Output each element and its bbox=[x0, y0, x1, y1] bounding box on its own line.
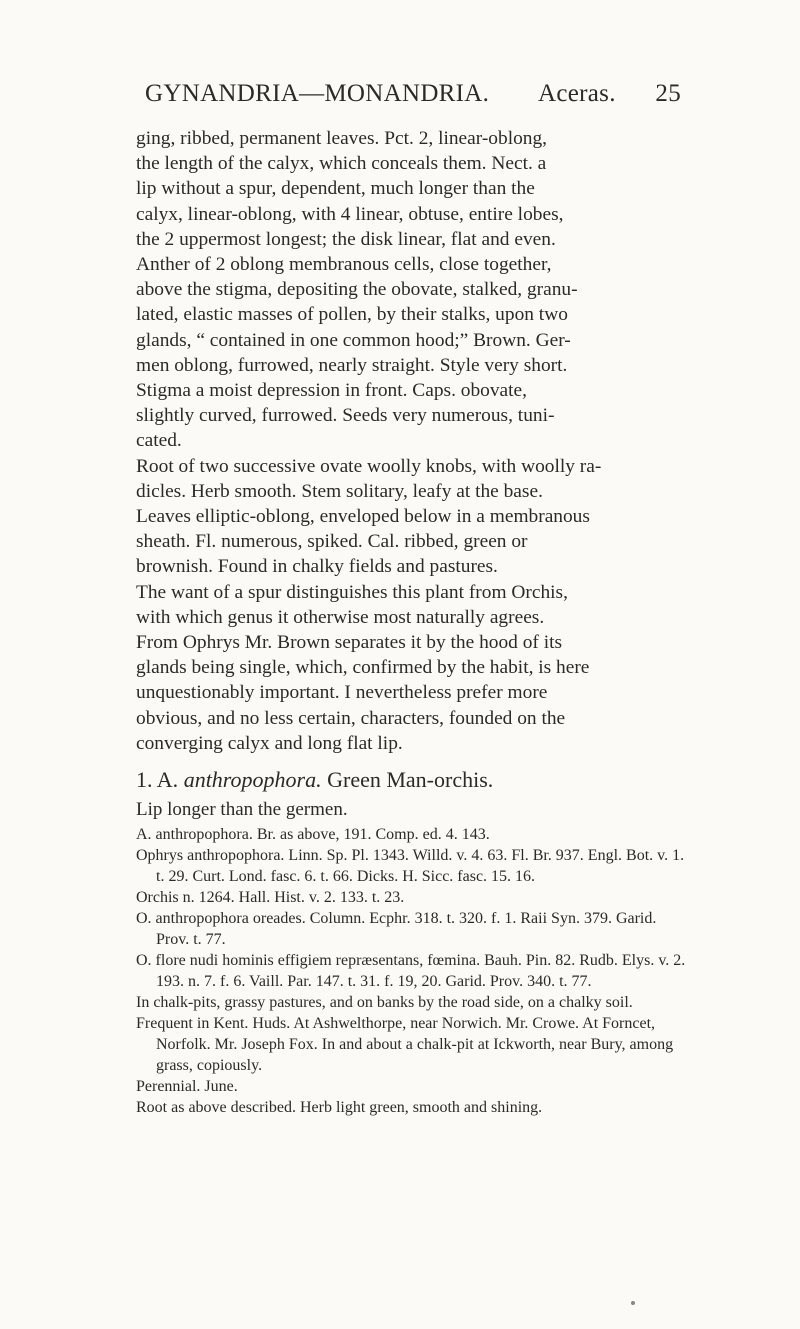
text-line: the length of the calyx, which conceals them. Nect. a bbox=[136, 153, 547, 175]
header-genus: Aceras. bbox=[538, 80, 616, 107]
habitat-entry: Perennial. June. bbox=[136, 1078, 238, 1096]
text-line: The want of a spur distinguishes this plant from Orchis, bbox=[136, 581, 568, 603]
generic-description bbox=[136, 126, 692, 454]
text-line: brownish. Found in chalky fields and pastures. bbox=[136, 556, 498, 578]
synonym-entry: A. anthropophora. Br. as above, 191. Comp. ed. 4. 143. bbox=[136, 826, 490, 844]
synonym-entry: O. anthropophora oreades. Column. Ecphr. 318. t. 320. f. 1. Raii Syn. 379. Garid. Prov. t. 77. bbox=[136, 910, 657, 949]
text-line: the 2 uppermost longest; the disk linear, flat and even. bbox=[136, 228, 556, 250]
text-line: slightly curved, furrowed. Seeds very numerous, tuni- bbox=[136, 405, 555, 427]
text-line: Stigma a moist depression in front. Caps. obovate, bbox=[136, 380, 527, 402]
text-line: sheath. Fl. numerous, spiked. Cal. ribbed, green or bbox=[136, 531, 528, 553]
text-line: Leaves elliptic-oblong, enveloped below in a membranous bbox=[136, 506, 590, 528]
text-line: obvious, and no less certain, characters, founded on the bbox=[136, 707, 566, 729]
text-line: dicles. Herb smooth. Stem solitary, leafy at the base. bbox=[136, 480, 543, 502]
synonymy bbox=[136, 824, 692, 1118]
text-line: ging, ribbed, permanent leaves. Pct. 2, linear-oblong, bbox=[136, 128, 548, 149]
species-diagnosis: Lip longer than the germen. bbox=[136, 799, 348, 821]
text-line: above the stigma, depositing the obovate, stalked, granu- bbox=[136, 279, 578, 301]
text-line: calyx, linear-oblong, with 4 linear, obtuse, entire lobes, bbox=[136, 203, 564, 225]
text-line: men oblong, furrowed, nearly straight. Style very short. bbox=[136, 354, 568, 376]
text-line: From Ophrys Mr. Brown separates it by the hood of its bbox=[136, 632, 563, 654]
species-common-name: Green Man-orchis. bbox=[327, 767, 494, 793]
synonym-entry: Orchis n. 1264. Hall. Hist. v. 2. 133. t. 23. bbox=[136, 889, 405, 907]
habitat-entry: Frequent in Kent. Huds. At Ashwelthorpe, near Norwich. Mr. Crowe. At Forncet, Norfolk. Mr. Joseph Fox. In and about a chalk-pit at Ickworth, near Bury, among grass, copiously. bbox=[136, 1015, 674, 1075]
ink-speck bbox=[631, 1301, 635, 1305]
text-line: Anther of 2 oblong membranous cells, close together, bbox=[136, 254, 552, 276]
text-line: cated. bbox=[136, 430, 182, 452]
synonym-entry: Ophrys anthropophora. Linn. Sp. Pl. 1343. Willd. v. 4. 63. Fl. Br. 937. Engl. Bot. v. 1. t. 29. Curt. Lond. fasc. 6. t. 66. Dicks. H. Sicc. fasc. 15. 16. bbox=[136, 847, 685, 886]
header-title: GYNANDRIA—MONANDRIA. bbox=[145, 80, 490, 107]
running-header bbox=[145, 80, 681, 120]
synonym-entry: O. flore nudi hominis effigiem repræsentans, fœmina. Bauh. Pin. 82. Rudb. Elys. v. 2. 193. n. 7. f. 6. Vaill. Par. 147. t. 31. f. 19, 20. Garid. Prov. 340. t. 77. bbox=[136, 952, 686, 991]
text-line: Root of two successive ovate woolly knobs, with woolly ra- bbox=[136, 455, 602, 477]
text-line: glands, “ contained in one common hood;” Brown. Ger- bbox=[136, 329, 571, 351]
root-description bbox=[136, 454, 692, 580]
habitat-entry: In chalk-pits, grassy pastures, and on banks by the road side, on a chalky soil. bbox=[136, 994, 633, 1012]
text-line: converging calyx and long flat lip. bbox=[136, 732, 403, 754]
species-heading bbox=[136, 765, 692, 795]
text-line: unquestionably important. I nevertheless prefer more bbox=[136, 682, 548, 704]
text-line: lated, elastic masses of pollen, by their stalks, upon two bbox=[136, 304, 568, 326]
page-body bbox=[136, 126, 692, 1118]
habitat-entry: Root as above described. Herb light green, smooth and shining. bbox=[136, 1099, 543, 1117]
text-line: with which genus it otherwise most naturally agrees. bbox=[136, 606, 545, 628]
page-number: 25 bbox=[655, 80, 681, 107]
text-line: glands being single, which, confirmed by the habit, is here bbox=[136, 657, 590, 679]
text-line: lip without a spur, dependent, much longer than the bbox=[136, 178, 535, 200]
remarks bbox=[136, 580, 692, 756]
species-number: 1. A. bbox=[136, 767, 179, 793]
species-name: anthropophora. bbox=[183, 767, 322, 793]
